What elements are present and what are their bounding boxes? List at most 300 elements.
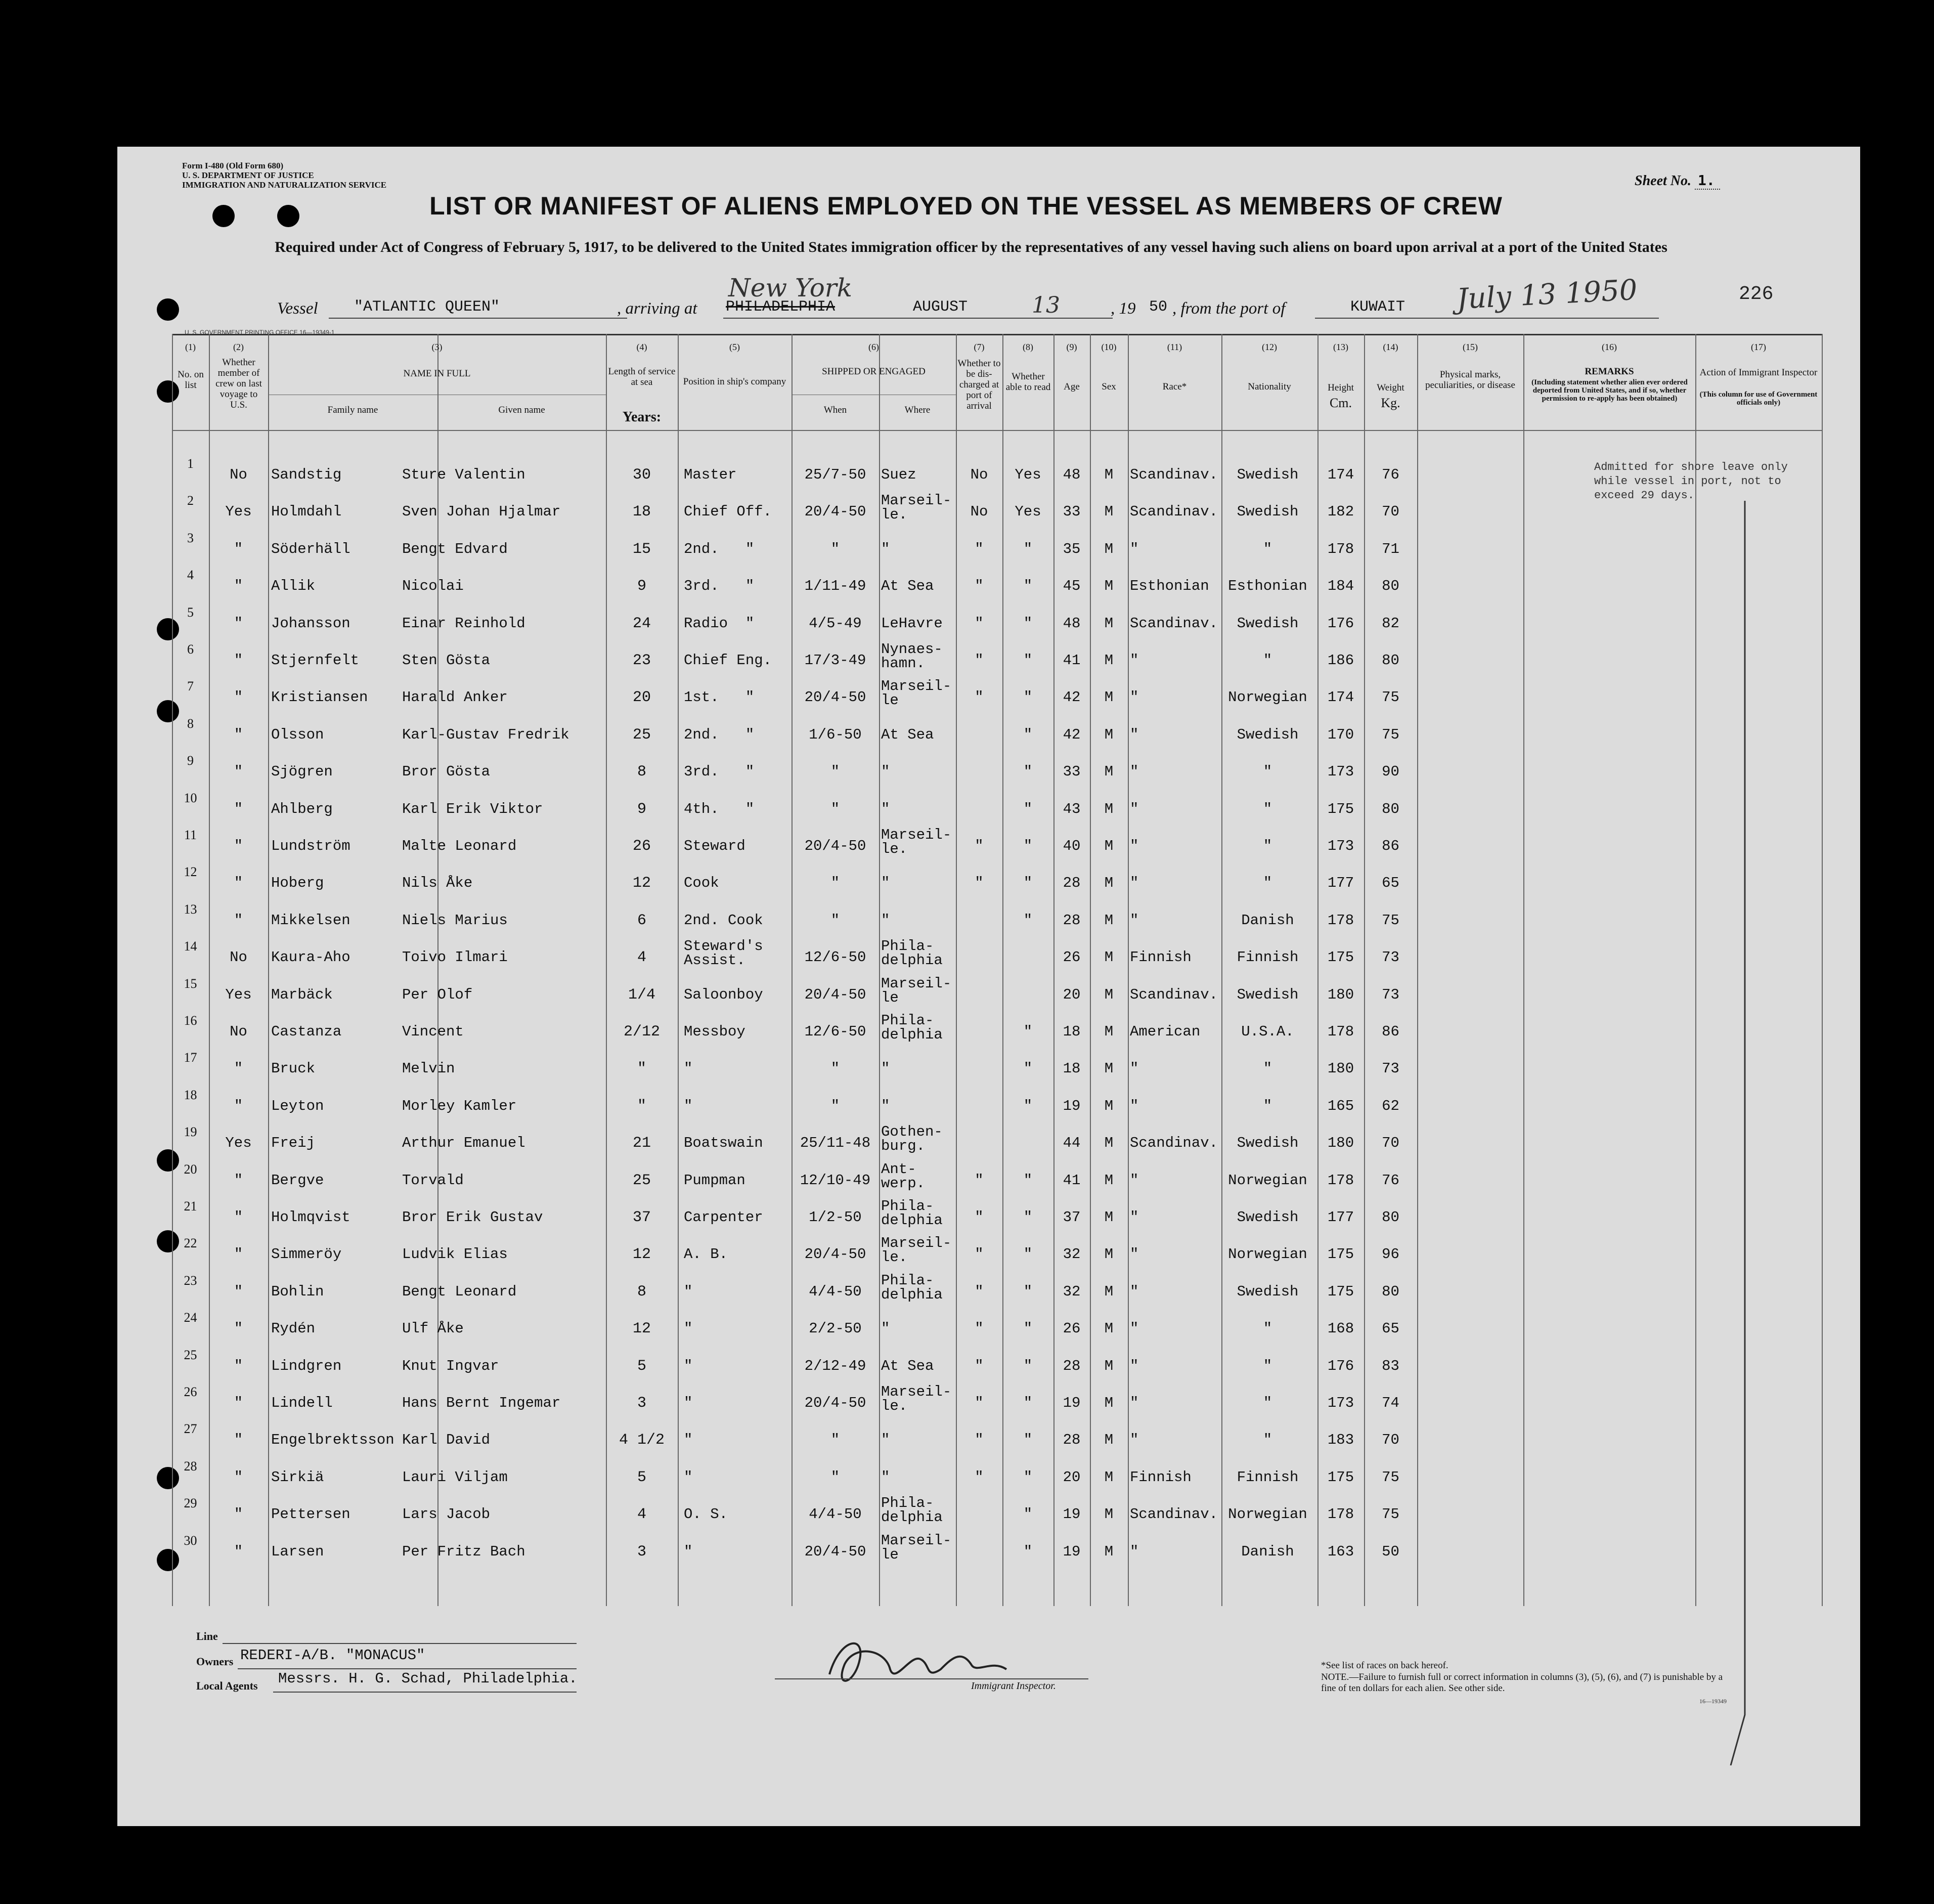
cell-sex: M xyxy=(1104,838,1114,854)
remarks-bracket-line xyxy=(1730,501,1760,1765)
cell-shipped-where: Marseil- le. xyxy=(881,1235,952,1266)
cell-shipped-where: " xyxy=(881,912,890,929)
cell-shipped-where: Marseil- le. xyxy=(881,1383,952,1414)
cell-nationality: " xyxy=(1263,1432,1272,1449)
cell-shipped-where: LeHavre xyxy=(881,615,943,632)
cell-discharged: " xyxy=(975,1320,984,1337)
cell-member-last-voyage: " xyxy=(234,838,243,854)
cell-nationality: Swedish xyxy=(1237,726,1299,743)
cell-weight: 80 xyxy=(1382,578,1399,595)
header-action-note: (This column for use of Government officials only) xyxy=(1699,391,1818,407)
cell-age: 42 xyxy=(1063,689,1081,706)
header-weight-unit: Kg. xyxy=(1381,396,1400,410)
cell-weight: 90 xyxy=(1382,763,1399,781)
cell-family-name: Hoberg xyxy=(271,875,324,892)
cell-able-to-read: " xyxy=(1023,1506,1033,1523)
cell-age: 43 xyxy=(1063,800,1081,817)
cell-weight: 75 xyxy=(1382,912,1399,929)
cell-sex: M xyxy=(1104,949,1114,966)
cell-given-name: Sten Gösta xyxy=(402,652,491,669)
cell-shipped-when: " xyxy=(830,875,840,892)
cell-number: 11 xyxy=(184,828,197,842)
cell-nationality: Swedish xyxy=(1237,1283,1299,1300)
arriving-label: , arriving at xyxy=(617,299,697,318)
cell-race: " xyxy=(1130,1320,1139,1337)
cell-member-last-voyage: " xyxy=(234,689,243,706)
cell-position: " xyxy=(684,1060,693,1077)
cell-given-name: Per Fritz Bach xyxy=(402,1543,525,1560)
cell-nationality: U.S.A. xyxy=(1241,1023,1294,1040)
arriving-port-handwritten: New York xyxy=(728,273,852,302)
cell-sex: M xyxy=(1104,726,1114,743)
column-rule xyxy=(1053,334,1054,1606)
cell-position: Pumpman xyxy=(684,1172,745,1189)
header-action: Action of Immigrant Inspector xyxy=(1699,367,1818,378)
cell-nationality: " xyxy=(1263,1357,1272,1374)
cell-able-to-read: " xyxy=(1023,1283,1033,1300)
cell-member-last-voyage: " xyxy=(234,578,243,595)
cell-service-years: 5 xyxy=(637,1468,646,1486)
cell-age: 26 xyxy=(1063,1320,1081,1337)
cell-shipped-when: " xyxy=(830,1060,840,1077)
cell-given-name: Karl Erik Viktor xyxy=(402,800,543,817)
cell-age: 42 xyxy=(1063,726,1081,743)
cell-member-last-voyage: No xyxy=(230,1023,247,1040)
owners-label: Owners xyxy=(196,1655,234,1668)
cell-height: 170 xyxy=(1327,726,1354,743)
cell-service-years: 3 xyxy=(637,1543,646,1561)
col-number: (9) xyxy=(1066,342,1077,352)
cell-family-name: Bruck xyxy=(271,1060,316,1077)
cell-position: 1st. " xyxy=(684,689,755,706)
cell-race: Finnish xyxy=(1130,949,1192,966)
cell-position: " xyxy=(684,1320,693,1337)
cell-given-name: Ulf Åke xyxy=(402,1320,464,1337)
column-rule xyxy=(1364,334,1365,1606)
agents-value: Messrs. H. G. Schad, Philadelphia. xyxy=(278,1670,578,1687)
cell-sex: M xyxy=(1104,652,1114,669)
cell-weight: 86 xyxy=(1382,838,1399,854)
cell-number: 13 xyxy=(184,901,197,917)
header-remarks-note: (Including statement whether alien ever ordered deported from United States, and if so, whether permission to re-apply has been obtained) xyxy=(1531,378,1688,403)
cell-race: Scandinav. xyxy=(1130,1135,1218,1152)
cell-shipped-where: Suez xyxy=(881,466,916,483)
cell-shipped-where: " xyxy=(881,1432,890,1449)
line-underline xyxy=(223,1643,577,1644)
cell-shipped-when: 12/6-50 xyxy=(804,949,866,966)
year-prefix: , 19 xyxy=(1111,299,1136,318)
cell-height: 184 xyxy=(1327,578,1354,595)
crew-table xyxy=(172,334,1822,1609)
cell-height: 182 xyxy=(1327,503,1354,521)
cell-member-last-voyage: " xyxy=(234,1543,243,1560)
cell-position: " xyxy=(684,1395,693,1411)
cell-given-name: Bengt Edvard xyxy=(402,540,508,557)
cell-able-to-read: " xyxy=(1023,1543,1033,1560)
cell-nationality: " xyxy=(1263,763,1272,781)
cell-age: 37 xyxy=(1063,1209,1081,1226)
cell-nationality: " xyxy=(1263,652,1272,669)
cell-able-to-read: " xyxy=(1023,1395,1033,1411)
cell-race: American xyxy=(1130,1023,1201,1040)
cell-service-years: 12 xyxy=(632,1246,651,1264)
arrival-month: AUGUST xyxy=(913,298,968,316)
cell-service-years: 15 xyxy=(632,540,651,558)
cell-height: 173 xyxy=(1327,1395,1354,1411)
cell-number: 6 xyxy=(187,642,194,657)
column-rule xyxy=(1523,334,1524,1606)
col-number: (13) xyxy=(1333,342,1348,352)
cell-weight: 80 xyxy=(1382,652,1399,669)
cell-able-to-read: " xyxy=(1023,652,1033,669)
col-number: (12) xyxy=(1262,342,1277,352)
cell-discharged: " xyxy=(975,578,984,595)
remarks-shore-leave: Admitted for shore leave only while vessel in port, not to exceed 29 days. xyxy=(1594,461,1788,502)
cell-race: " xyxy=(1130,1060,1139,1077)
cell-height: 180 xyxy=(1327,1060,1354,1077)
header-position: Position in ship's company xyxy=(683,376,786,387)
cell-member-last-voyage: " xyxy=(234,1468,243,1486)
cell-given-name: Nicolai xyxy=(402,578,464,595)
cell-sex: M xyxy=(1104,503,1114,521)
cell-height: 178 xyxy=(1327,1172,1354,1189)
cell-race: " xyxy=(1130,1246,1139,1263)
cell-number: 19 xyxy=(184,1124,197,1140)
cell-family-name: Sirkiä xyxy=(271,1468,324,1486)
cell-given-name: Bror Erik Gustav xyxy=(402,1209,543,1226)
printing-office-line: U. S. GOVERNMENT PRINTING OFFICE 16—19349-1 xyxy=(185,329,335,336)
cell-height: 176 xyxy=(1327,615,1354,632)
cell-nationality: Norwegian xyxy=(1228,1172,1307,1189)
column-rule xyxy=(1002,334,1003,1606)
cell-family-name: Allik xyxy=(271,578,316,595)
cell-height: 175 xyxy=(1327,949,1354,966)
cell-given-name: Malte Leonard xyxy=(402,838,517,854)
cell-weight: 70 xyxy=(1382,503,1399,521)
cell-weight: 65 xyxy=(1382,1320,1399,1337)
cell-shipped-where: " xyxy=(881,800,890,817)
page-subtitle: Required under Act of Congress of February 5, 1917, to be delivered to the United States immigration officer by the representatives of any vessel having such aliens on board upon arrival at a port of the United States xyxy=(275,239,1667,255)
cell-member-last-voyage: " xyxy=(234,1172,243,1189)
cell-discharged: No xyxy=(970,503,988,521)
cell-height: 175 xyxy=(1327,1246,1354,1263)
cell-able-to-read: " xyxy=(1023,1357,1033,1374)
cell-age: 41 xyxy=(1063,1172,1081,1189)
cell-service-years: " xyxy=(637,1060,646,1078)
col-number: (16) xyxy=(1602,342,1617,352)
cell-given-name: Knut Ingvar xyxy=(402,1357,499,1374)
cell-age: 26 xyxy=(1063,949,1081,966)
cell-able-to-read: " xyxy=(1023,838,1033,854)
cell-height: 163 xyxy=(1327,1543,1354,1560)
cell-height: 186 xyxy=(1327,652,1354,669)
cell-service-years: 9 xyxy=(637,800,646,818)
cell-height: 173 xyxy=(1327,763,1354,781)
cell-race: " xyxy=(1130,875,1139,892)
cell-nationality: Finnish xyxy=(1237,949,1299,966)
cell-discharged: " xyxy=(975,689,984,706)
cell-discharged: " xyxy=(975,1395,984,1411)
cell-weight: 75 xyxy=(1382,726,1399,743)
column-rule xyxy=(1128,334,1129,1606)
header-length-of-service: Length of service at sea xyxy=(608,366,676,387)
cell-member-last-voyage: " xyxy=(234,652,243,669)
cell-height: 168 xyxy=(1327,1320,1354,1337)
cell-shipped-when: 2/2-50 xyxy=(809,1320,862,1337)
cell-shipped-where: Phila- delphia xyxy=(881,1495,943,1526)
cell-position: A. B. xyxy=(684,1246,728,1263)
cell-family-name: Larsen xyxy=(271,1543,324,1560)
cell-shipped-where: Marseil- le. xyxy=(881,827,952,857)
cell-weight: 80 xyxy=(1382,800,1399,817)
cell-given-name: Sture Valentin xyxy=(402,466,525,483)
cell-position: Radio " xyxy=(684,615,755,632)
cell-weight: 70 xyxy=(1382,1135,1399,1152)
cell-weight: 76 xyxy=(1382,466,1399,483)
cell-given-name: Nils Åke xyxy=(402,875,473,892)
cell-height: 175 xyxy=(1327,800,1354,817)
arriving-port: PHILADELPHIA xyxy=(726,298,836,316)
col-number: (6) xyxy=(868,342,879,352)
cell-number: 10 xyxy=(184,790,197,805)
cell-able-to-read: " xyxy=(1023,1246,1033,1263)
cell-able-to-read: " xyxy=(1023,1320,1033,1337)
cell-shipped-where: Phila- delphia xyxy=(881,1012,943,1043)
cell-race: Scandinav. xyxy=(1130,1506,1218,1523)
cell-discharged: " xyxy=(975,615,984,632)
cell-position: Master xyxy=(684,466,737,483)
cell-number: 8 xyxy=(187,716,194,731)
cell-family-name: Rydén xyxy=(271,1320,316,1337)
cell-able-to-read: " xyxy=(1023,875,1033,892)
cell-service-years: 4 1/2 xyxy=(619,1432,665,1449)
cell-shipped-when: 20/4-50 xyxy=(804,1395,866,1411)
cell-position: " xyxy=(684,1283,693,1300)
cell-number: 24 xyxy=(184,1310,197,1325)
cell-able-to-read: " xyxy=(1023,1172,1033,1189)
cell-given-name: Torvald xyxy=(402,1172,464,1189)
cell-height: 175 xyxy=(1327,1468,1354,1486)
col-number: (5) xyxy=(729,342,740,352)
cell-position: " xyxy=(684,1357,693,1374)
cell-age: 18 xyxy=(1063,1023,1081,1040)
cell-weight: 96 xyxy=(1382,1246,1399,1263)
col-number: (11) xyxy=(1167,342,1182,352)
cell-member-last-voyage: " xyxy=(234,540,243,557)
cell-nationality: Swedish xyxy=(1237,503,1299,521)
col-number: (4) xyxy=(636,342,647,352)
cell-shipped-when: 2/12-49 xyxy=(804,1357,866,1374)
cell-height: 178 xyxy=(1327,912,1354,929)
header-age: Age xyxy=(1064,381,1080,392)
cell-nationality: " xyxy=(1263,1097,1272,1114)
cell-shipped-when: 25/11-48 xyxy=(800,1135,871,1152)
cell-weight: 75 xyxy=(1382,1468,1399,1486)
cell-shipped-where: Marseil- le. xyxy=(881,492,952,524)
cell-age: 19 xyxy=(1063,1543,1081,1560)
cell-family-name: Kaura-Aho xyxy=(271,949,350,966)
header-height-unit: Cm. xyxy=(1329,396,1352,410)
header-race: Race* xyxy=(1162,381,1187,392)
cell-given-name: Einar Reinhold xyxy=(402,615,525,632)
cell-shipped-when: 12/10-49 xyxy=(800,1172,871,1189)
cell-age: 33 xyxy=(1063,503,1081,521)
cell-weight: 80 xyxy=(1382,1283,1399,1300)
cell-shipped-when: 1/11-49 xyxy=(804,578,866,595)
cell-sex: M xyxy=(1104,1246,1114,1263)
cell-nationality: Swedish xyxy=(1237,986,1299,1003)
header-shipped-engaged: SHIPPED OR ENGAGED xyxy=(822,366,926,377)
cell-shipped-where: Ant- werp. xyxy=(881,1160,926,1192)
col-number: (17) xyxy=(1751,342,1766,352)
cell-weight: 86 xyxy=(1382,1023,1399,1040)
cell-number: 3 xyxy=(187,530,194,545)
cell-age: 19 xyxy=(1063,1097,1081,1114)
cell-position: 3rd. " xyxy=(684,578,755,595)
cell-sex: M xyxy=(1104,1283,1114,1300)
cell-sex: M xyxy=(1104,1135,1114,1152)
cell-shipped-where: At Sea xyxy=(881,1357,934,1374)
cell-weight: 73 xyxy=(1382,1060,1399,1077)
cell-service-years: 21 xyxy=(632,1135,651,1152)
cell-height: 177 xyxy=(1327,1209,1354,1226)
cell-shipped-where: " xyxy=(881,1097,890,1114)
cell-service-years: 24 xyxy=(632,615,651,632)
sheet-label: Sheet No. xyxy=(1635,173,1691,189)
cell-age: 48 xyxy=(1063,615,1081,632)
cell-family-name: Olsson xyxy=(271,726,324,743)
cell-service-years: 25 xyxy=(632,726,651,744)
cell-age: 19 xyxy=(1063,1506,1081,1523)
cell-age: 32 xyxy=(1063,1246,1081,1263)
cell-nationality: Swedish xyxy=(1237,615,1299,632)
cell-member-last-voyage: " xyxy=(234,1283,243,1300)
from-port: KUWAIT xyxy=(1350,298,1405,316)
cell-family-name: Kristiansen xyxy=(271,689,368,706)
from-label: , from the port of xyxy=(1172,299,1286,318)
cell-able-to-read: " xyxy=(1023,1432,1033,1449)
cell-sex: M xyxy=(1104,1060,1114,1077)
cell-shipped-where: Marseil- le xyxy=(881,1532,952,1563)
cell-member-last-voyage: " xyxy=(234,1432,243,1449)
col-number: (7) xyxy=(974,342,985,352)
cell-member-last-voyage: " xyxy=(234,1246,243,1263)
cell-family-name: Holmdahl xyxy=(271,503,342,521)
cell-service-years: 12 xyxy=(632,1320,651,1338)
cell-shipped-when: " xyxy=(830,1097,840,1114)
cell-family-name: Söderhäll xyxy=(271,540,350,557)
cell-shipped-when: " xyxy=(830,800,840,817)
column-rule xyxy=(1417,334,1418,1606)
cell-position: " xyxy=(684,1468,693,1486)
cell-sex: M xyxy=(1104,1172,1114,1189)
cell-family-name: Castanza xyxy=(271,1023,342,1040)
cell-nationality: " xyxy=(1263,800,1272,817)
cell-service-years: " xyxy=(637,1097,646,1115)
cell-shipped-when: 20/4-50 xyxy=(804,689,866,706)
column-rule xyxy=(268,334,269,1606)
cell-sex: M xyxy=(1104,615,1114,632)
department-name: U. S. DEPARTMENT OF JUSTICE xyxy=(182,170,314,180)
vessel-name: "ATLANTIC QUEEN" xyxy=(354,298,500,316)
cell-service-years: 8 xyxy=(637,763,646,781)
punch-hole xyxy=(157,298,179,321)
cell-member-last-voyage: " xyxy=(234,615,243,632)
cell-discharged: " xyxy=(975,1246,984,1263)
cell-able-to-read: " xyxy=(1023,912,1033,929)
cell-member-last-voyage: No xyxy=(230,949,247,966)
cell-service-years: 6 xyxy=(637,912,646,929)
sheet-value: 1. xyxy=(1695,172,1720,190)
cell-race: " xyxy=(1130,689,1139,706)
cell-shipped-where: Phila- delphia xyxy=(881,1198,943,1229)
cell-able-to-read: Yes xyxy=(1015,466,1041,483)
col-number: (10) xyxy=(1101,342,1117,352)
cell-position: Chief Eng. xyxy=(684,652,772,669)
cell-position: Messboy xyxy=(684,1023,745,1040)
cell-number: 25 xyxy=(184,1347,197,1362)
form-code: 16—19349 xyxy=(1699,1698,1727,1705)
header-family-name: Family name xyxy=(327,405,378,415)
cell-position: Steward's Assist. xyxy=(684,938,763,969)
form-number: Form I-480 (Old Form 680) xyxy=(182,161,284,170)
cell-discharged: " xyxy=(975,652,984,669)
cell-height: 178 xyxy=(1327,1506,1354,1523)
cell-shipped-where: " xyxy=(881,540,890,557)
cell-given-name: Karl-Gustav Fredrik xyxy=(402,726,569,743)
line-label: Line xyxy=(196,1630,218,1642)
cell-discharged: " xyxy=(975,1172,984,1189)
cell-height: 178 xyxy=(1327,1023,1354,1040)
cell-race: Scandinav. xyxy=(1130,466,1218,483)
cell-number: 22 xyxy=(184,1236,197,1251)
cell-able-to-read: " xyxy=(1023,540,1033,557)
cell-sex: M xyxy=(1104,1395,1114,1411)
cell-able-to-read: " xyxy=(1023,1023,1033,1040)
cell-height: 178 xyxy=(1327,540,1354,557)
cell-age: 20 xyxy=(1063,986,1081,1003)
cell-family-name: Sandstig xyxy=(271,466,342,483)
cell-family-name: Simmeröy xyxy=(271,1246,342,1263)
inspector-underline xyxy=(775,1678,1088,1679)
header-discharged: Whether to be dis-charged at port of arrival xyxy=(957,358,1001,411)
cell-sex: M xyxy=(1104,1209,1114,1226)
cell-position: 3rd. " xyxy=(684,763,755,781)
cell-member-last-voyage: Yes xyxy=(225,503,252,521)
cell-number: 4 xyxy=(187,568,194,583)
cell-height: 183 xyxy=(1327,1432,1354,1449)
cell-given-name: Harald Anker xyxy=(402,689,508,706)
from-underline xyxy=(1315,318,1659,319)
header-member-last-voyage: Whether member of crew on last voyage to U.S. xyxy=(215,357,262,410)
cell-member-last-voyage: " xyxy=(234,1357,243,1374)
cell-discharged: " xyxy=(975,1357,984,1374)
cell-number: 21 xyxy=(184,1199,197,1214)
cell-number: 14 xyxy=(184,939,197,954)
sheet-number xyxy=(1635,172,1720,189)
month-underline xyxy=(910,318,1113,319)
cell-given-name: Bror Gösta xyxy=(402,763,491,781)
service-name: IMMIGRATION AND NATURALIZATION SERVICE xyxy=(182,180,387,190)
cell-sex: M xyxy=(1104,986,1114,1003)
cell-member-last-voyage: Yes xyxy=(225,1135,252,1152)
cell-race: " xyxy=(1130,763,1139,781)
handwritten-date: July 13 1950 xyxy=(1456,273,1638,316)
cell-shipped-where: At Sea xyxy=(881,726,934,743)
cell-shipped-where: Nynaes- hamn. xyxy=(881,641,943,672)
cell-number: 20 xyxy=(184,1161,197,1177)
cell-family-name: Bergve xyxy=(271,1172,324,1189)
